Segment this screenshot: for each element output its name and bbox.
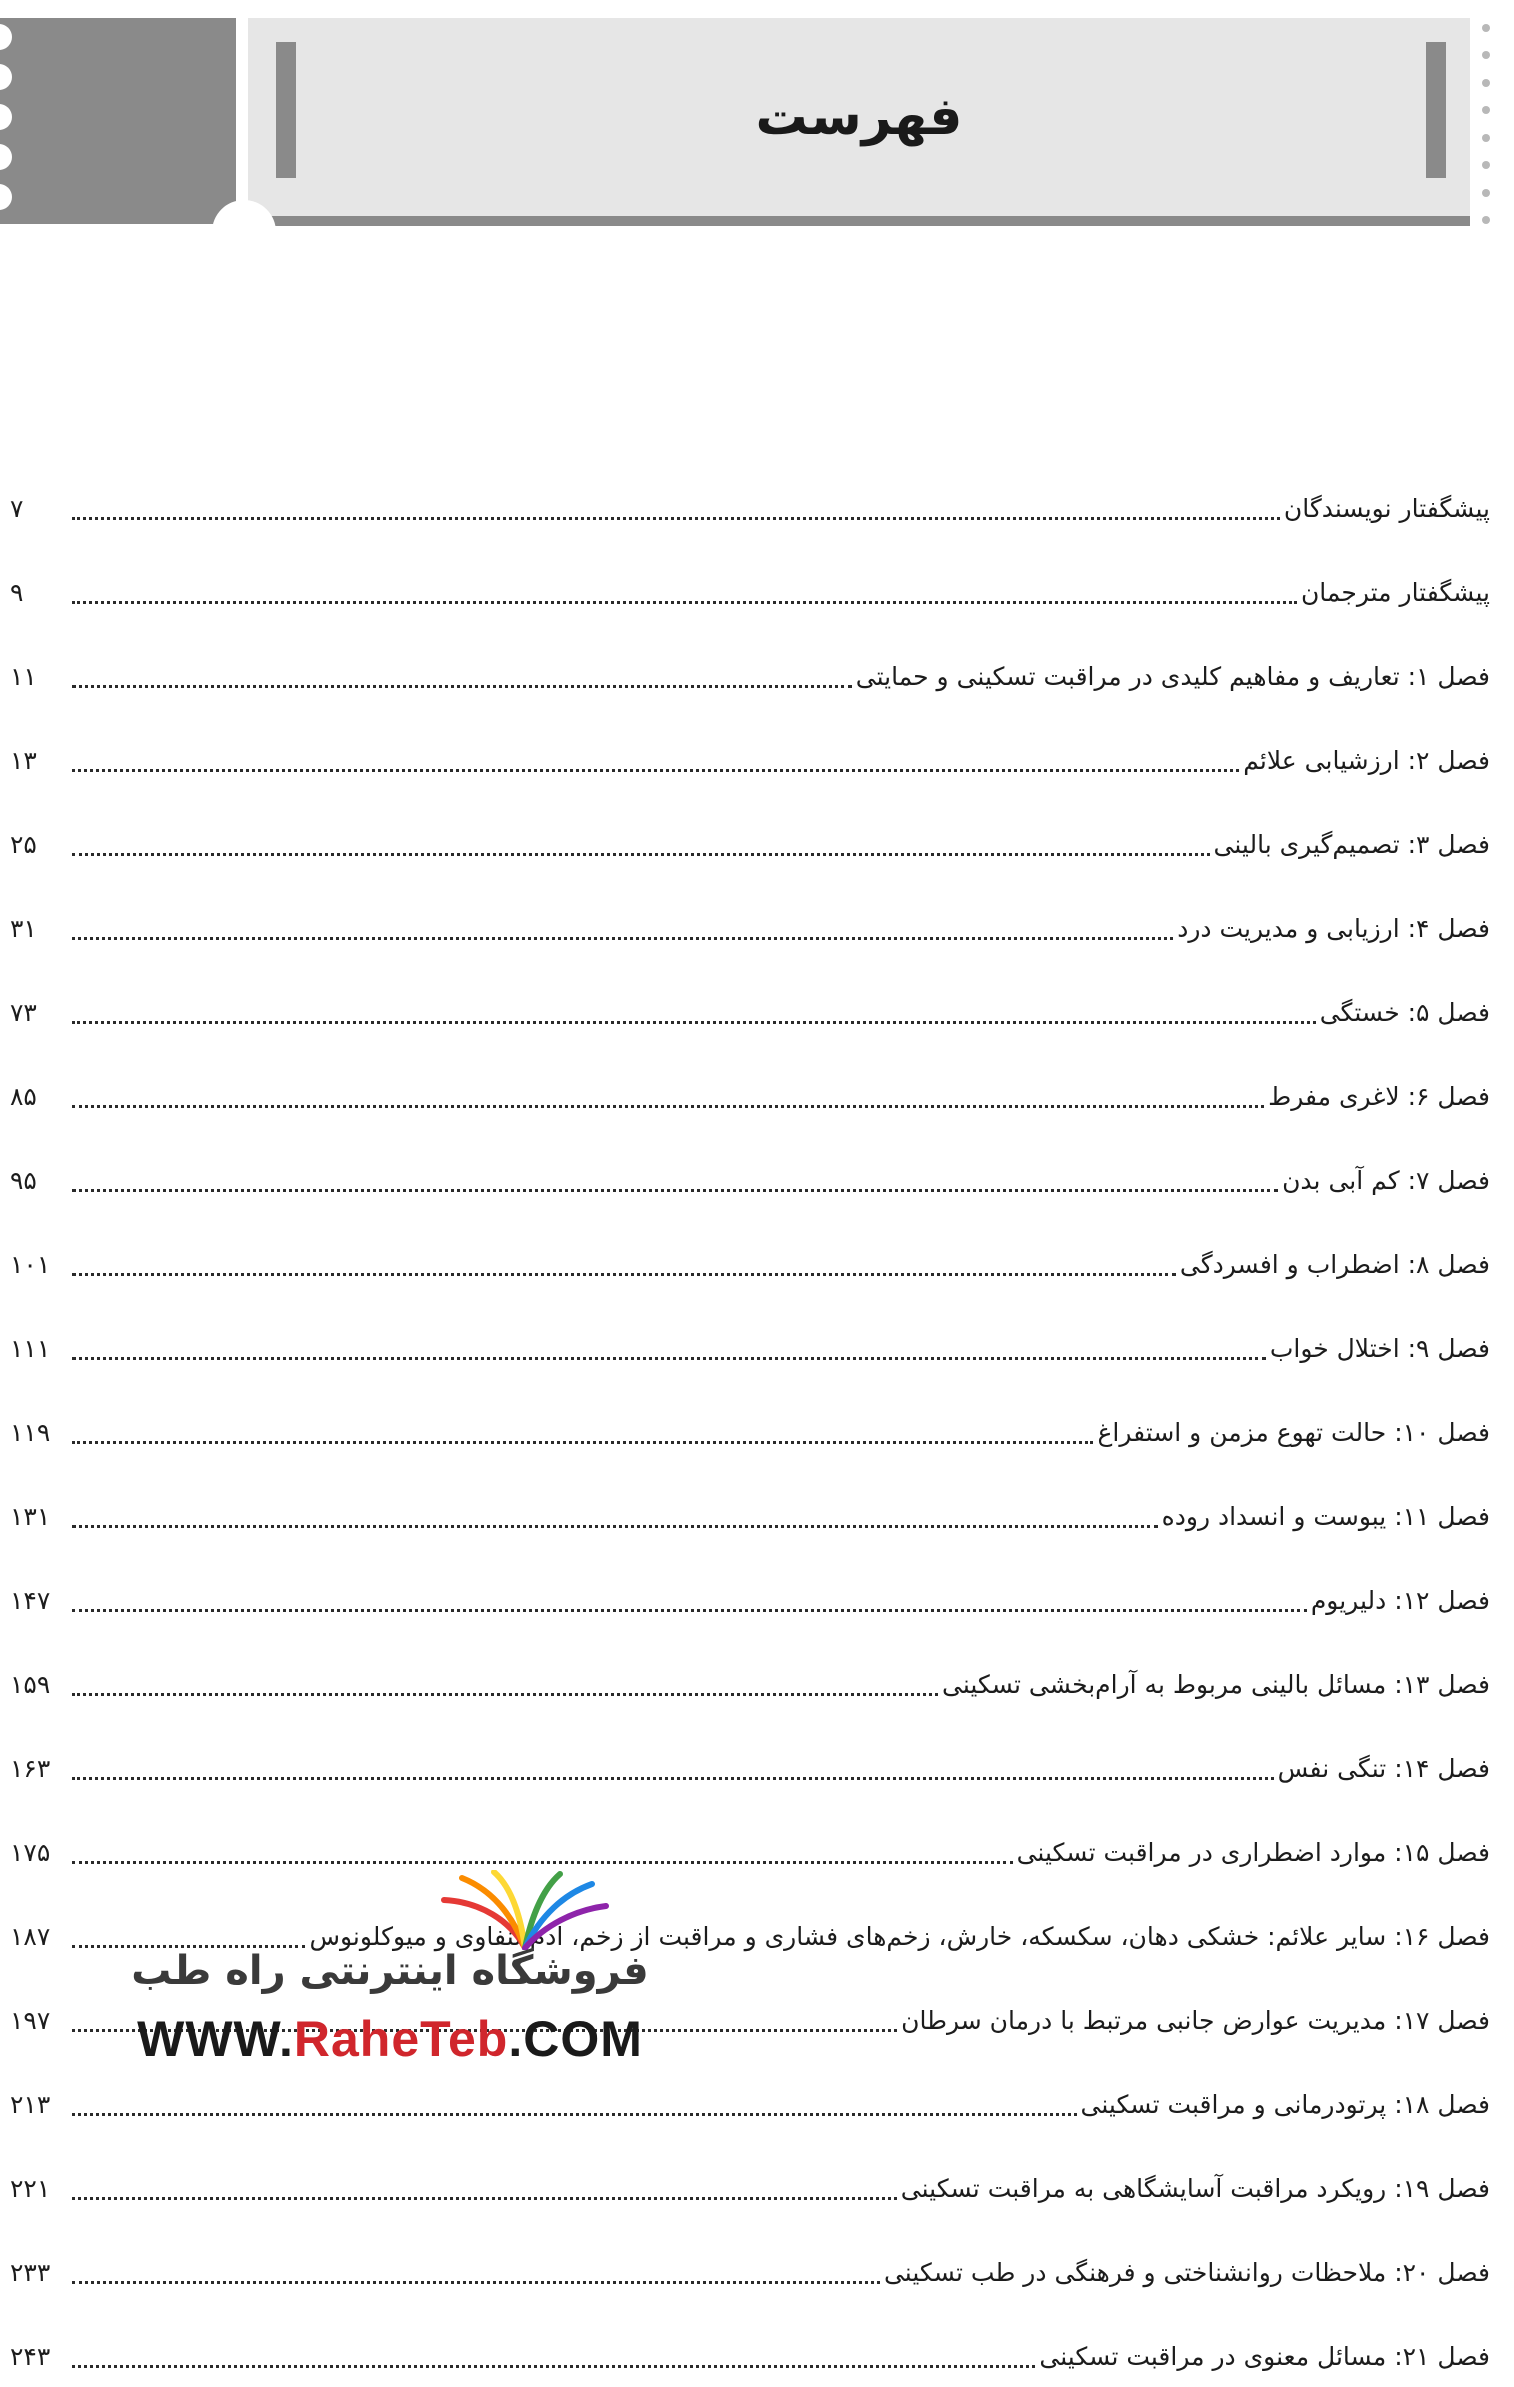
toc-entry-page-number: ۹	[10, 578, 24, 607]
toc-entry-page-number: ۱۰۱	[10, 1250, 51, 1279]
toc-entry-title: فصل ۶: لاغری مفرط	[1268, 1082, 1490, 1111]
toc-leader-dots	[72, 2197, 897, 2200]
toc-leader-dots	[72, 937, 1173, 940]
toc-entry-page-number: ۱۱۹	[10, 1418, 51, 1447]
toc-entry-page-number: ۱۱۱	[10, 1334, 51, 1363]
toc-leader-dots	[72, 2365, 1035, 2368]
perforation	[0, 24, 12, 50]
toc-entry-page-number: ۱۳	[10, 746, 37, 775]
toc-entry-title: فصل ۹: اختلال خواب	[1269, 1334, 1490, 1363]
toc-entry	[10, 1715, 1490, 1799]
toc-entry-page-number: ۷	[10, 494, 24, 523]
toc-entry-page-number: ۲۵	[10, 830, 37, 859]
toc-entry-page-number: ۱۷۵	[10, 1838, 51, 1867]
table-of-contents	[10, 455, 1490, 2387]
toc-entry	[10, 791, 1490, 875]
toc-entry-page-number: ۲۲۱	[10, 2174, 51, 2203]
toc-entry-title: فصل ۱۹: رویکرد مراقبت آسایشگاهی به مراقبت تسکینی	[900, 2174, 1490, 2203]
toc-leader-dots	[72, 2029, 897, 2032]
toc-entry-title: فصل ۸: اضطراب و افسردگی	[1179, 1250, 1490, 1279]
watermark-url-brand: RaheTeb	[293, 2011, 509, 2067]
toc-entry-title: فصل ۱۳: مسائل بالینی مربوط به آرام‌بخشی تسکینی	[941, 1670, 1490, 1699]
toc-leader-dots	[72, 769, 1239, 772]
toc-leader-dots	[72, 853, 1210, 856]
watermark-url-suffix: .COM	[508, 2011, 643, 2067]
toc-leader-dots	[72, 517, 1280, 520]
toc-entry-title: فصل ۴: ارزیابی و مدیریت درد	[1177, 914, 1490, 943]
toc-entry	[10, 2051, 1490, 2135]
toc-entry-title: فصل ۲: ارزشیابی علائم	[1243, 746, 1490, 775]
watermark-shop-name: فروشگاه اینترنتی راه طب	[131, 1948, 649, 1994]
toc-entry	[10, 1043, 1490, 1127]
toc-entry-title: فصل ۵: خستگی	[1319, 998, 1490, 1027]
toc-entry-page-number: ۱۵۹	[10, 1670, 51, 1699]
toc-leader-dots	[72, 601, 1297, 604]
toc-entry	[10, 2303, 1490, 2387]
toc-leader-dots	[72, 1357, 1266, 1360]
toc-entry-page-number: ۸۵	[10, 1082, 37, 1111]
toc-entry	[10, 1127, 1490, 1211]
toc-entry-title: پیشگفتار نویسندگان	[1283, 494, 1490, 523]
toc-entry-title: فصل ۱۸: پرتودرمانی و مراقبت تسکینی	[1080, 2090, 1490, 2119]
toc-leader-dots	[72, 1525, 1158, 1528]
toc-entry	[10, 707, 1490, 791]
toc-entry	[10, 539, 1490, 623]
toc-leader-dots	[72, 1777, 1274, 1780]
toc-entry-title: فصل ۱: تعاریف و مفاهیم کلیدی در مراقبت تسکینی و حمایتی	[855, 662, 1490, 691]
toc-entry	[10, 2219, 1490, 2303]
toc-entry	[10, 1799, 1490, 1883]
toc-entry-title: فصل ۳: تصمیم‌گیری بالینی	[1213, 830, 1490, 859]
toc-entry-title: پیشگفتار مترجمان	[1300, 578, 1490, 607]
toc-entry	[10, 1631, 1490, 1715]
toc-leader-dots	[72, 1021, 1316, 1024]
perforation	[0, 184, 12, 210]
toc-entry-page-number: ۱۴۷	[10, 1586, 51, 1615]
toc-leader-dots	[72, 1273, 1176, 1276]
toc-entry	[10, 875, 1490, 959]
toc-entry-page-number: ۱۶۳	[10, 1754, 51, 1783]
toc-entry-page-number: ۷۳	[10, 998, 37, 1027]
page-title: فهرست	[755, 87, 963, 147]
toc-entry	[10, 1883, 1490, 1967]
toc-entry	[10, 2135, 1490, 2219]
toc-entry-page-number: ۳۱	[10, 914, 37, 943]
toc-entry-title: فصل ۲۰: ملاحظات روانشناختی و فرهنگی در طب تسکینی	[883, 2258, 1490, 2287]
toc-entry-title: فصل ۱۲: دلیریوم	[1310, 1586, 1490, 1615]
toc-entry-title: فصل ۱۵: موارد اضطراری در مراقبت تسکینی	[1016, 1838, 1490, 1867]
toc-entry-page-number: ۱۹۷	[10, 2006, 51, 2035]
header-left-block	[0, 18, 236, 224]
toc-entry	[10, 455, 1490, 539]
toc-leader-dots	[72, 1861, 1013, 1864]
toc-entry	[10, 1379, 1490, 1463]
toc-entry	[10, 959, 1490, 1043]
toc-entry-page-number: ۲۳۳	[10, 2258, 51, 2287]
watermark-url-prefix: WWW.	[137, 2011, 294, 2067]
toc-leader-dots	[72, 2113, 1077, 2116]
toc-entry-title: فصل ۷: کم آبی بدن	[1282, 1166, 1490, 1195]
toc-entry-page-number: ۲۱۳	[10, 2090, 51, 2119]
toc-leader-dots	[72, 1105, 1264, 1108]
perforation	[0, 104, 12, 130]
toc-entry-title: فصل ۱۶: سایر علائم: خشکی دهان، سکسکه، خارش، زخم‌های فشاری و مراقبت از زخم، ادم لنفاوی و میوکلونوس	[309, 1922, 1490, 1951]
toc-entry	[10, 1967, 1490, 2051]
perforation	[0, 64, 12, 90]
toc-entry	[10, 623, 1490, 707]
toc-entry-page-number: ۱۸۷	[10, 1922, 51, 1951]
toc-entry-title: فصل ۱۰: حالت تهوع مزمن و استفراغ	[1097, 1418, 1490, 1447]
toc-entry	[10, 1211, 1490, 1295]
toc-entry-title: فصل ۱۱: یبوست و انسداد روده	[1161, 1502, 1490, 1531]
toc-entry-page-number: ۲۴۳	[10, 2342, 51, 2371]
toc-entry	[10, 1295, 1490, 1379]
toc-entry	[10, 1463, 1490, 1547]
toc-leader-dots	[72, 1189, 1278, 1192]
perforation	[0, 144, 12, 170]
toc-leader-dots	[72, 1609, 1307, 1612]
toc-entry-title: فصل ۱۴: تنگی نفس	[1277, 1754, 1490, 1783]
toc-entry	[10, 1547, 1490, 1631]
toc-entry-page-number: ۹۵	[10, 1166, 37, 1195]
toc-leader-dots	[72, 1945, 305, 1948]
header-band-shadow	[248, 216, 1470, 226]
header-dots	[1476, 24, 1496, 224]
toc-leader-dots	[72, 2281, 880, 2284]
toc-leader-dots	[72, 1441, 1093, 1444]
toc-entry-title: فصل ۱۷: مدیریت عوارض جانبی مرتبط با درمان سرطان	[901, 2006, 1490, 2035]
toc-leader-dots	[72, 1693, 938, 1696]
toc-entry-page-number: ۱۳۱	[10, 1502, 51, 1531]
toc-leader-dots	[72, 685, 852, 688]
toc-entry-page-number: ۱۱	[10, 662, 37, 691]
toc-entry-title: فصل ۲۱: مسائل معنوی در مراقبت تسکینی	[1039, 2342, 1490, 2371]
